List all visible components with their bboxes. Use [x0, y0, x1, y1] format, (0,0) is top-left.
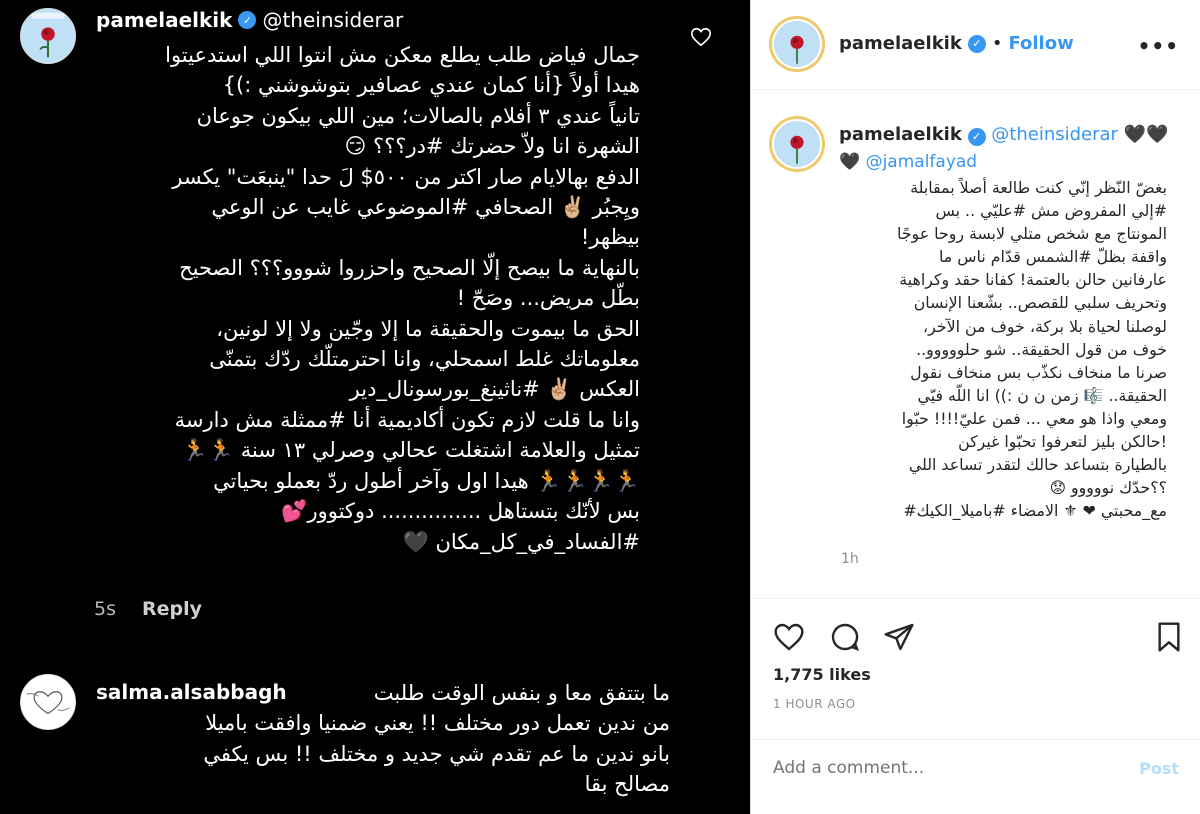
- avatar[interactable]: [20, 8, 76, 64]
- caption-mention[interactable]: @jamalfayad: [865, 152, 978, 172]
- post-actions: [751, 598, 1200, 814]
- like-comment-heart-icon[interactable]: [690, 26, 712, 48]
- caption-time: 1h: [841, 551, 859, 567]
- more-options-icon[interactable]: •••: [1137, 34, 1179, 58]
- comment-header: [96, 8, 403, 32]
- post-username[interactable]: pamelaelkik: [839, 33, 962, 54]
- share-paper-plane-icon[interactable]: [883, 621, 915, 653]
- avatar[interactable]: [769, 116, 825, 172]
- comment-form: [751, 739, 1200, 814]
- caption-hearts: 🖤🖤: [1123, 124, 1169, 145]
- likes-count[interactable]: 1,775 likes: [773, 665, 871, 684]
- rose-avatar-icon: [774, 121, 820, 167]
- caption-username[interactable]: pamelaelkik: [839, 124, 962, 145]
- verified-badge-icon: ✓: [968, 35, 986, 53]
- comment-input[interactable]: [773, 758, 1133, 778]
- verified-badge-icon: ✓: [968, 128, 986, 146]
- follow-button[interactable]: Follow: [1008, 33, 1074, 54]
- comment-time: 5s: [94, 598, 116, 620]
- avatar[interactable]: [20, 674, 76, 730]
- caption-header-line2: [839, 152, 977, 172]
- post-panel: [750, 0, 1200, 814]
- separator-dot: •: [991, 33, 1003, 54]
- reply-button[interactable]: Reply: [142, 598, 203, 620]
- caption-heart: 🖤: [839, 152, 861, 172]
- comment-text: ما بتتفق معا و بنفس الوقت طلبت من ندين تعمل دور مختلف !! يعني ضمنيا وافقت باميلا بانو ندين ما عم تقدم شي جديد و مختلف !! بس يكفي مصالح بقا: [203, 681, 670, 797]
- avatar[interactable]: [769, 16, 825, 72]
- caption-header: [839, 124, 1169, 146]
- verified-badge-icon: ✓: [238, 11, 256, 29]
- post-button[interactable]: Post: [1139, 759, 1179, 778]
- save-bookmark-icon[interactable]: [1153, 621, 1185, 653]
- comment-username[interactable]: pamelaelkik: [96, 8, 233, 32]
- post-author: [839, 33, 1074, 54]
- rose-avatar-icon: [21, 9, 75, 63]
- comment-bubble-icon[interactable]: [829, 621, 861, 653]
- comment-meta: [94, 598, 202, 620]
- comment-text: جمال فياض طلب يطلع معكن مش انتوا اللي استدعيتوا هيدا أولاً {أنا كمان عندي عصافير بتوشوشني :)} تانياً عندي ٣ أفلام بالصالات؛ مين اللي بيكون جوعان الشهرة انا ولاّ حضرتك #در؟؟؟ 😏 الدفع بهالايام صار اكتر من ٥٠٠$ لَ حدا "ينبعَت" يكسر ويِجبُر ✌🏼 الصحافي #الموضوعي غايب عن الوعي بيظهر! بالنهاية ما بيصح إلّا الصحيح واحزروا شووو؟؟؟ الصحيح بطّل مريض... وصَحّ ! الحق ما بيموت والحقيقة ما إلا وجّين ولا إلا لونين، معلوماتك غلط اسمحلي، وانا احترمتلّك ردّك بتمنّى العكس ✌🏼 #ناثينغ_بورسونال_دير وانا ما قلت لازم تكون أكاديمية أنا #ممثلة مش دارسة تمثيل والعلامة اشتغلت عحالي وصرلي ١٣ سنة 🏃🏃 🏃🏃🏃🏃 هيدا اول وآخر أطول ردّ بعملو بحياتي بس لأنّك بتستاهل ............... دوكتوور💕 #الفساد_في_كل_مكان 🖤: [165, 43, 640, 554]
- like-heart-icon[interactable]: [773, 621, 805, 653]
- post-timestamp: 1 HOUR AGO: [773, 697, 856, 711]
- heart-sketch-avatar-icon: [21, 675, 75, 729]
- comment-username[interactable]: salma.alsabbagh: [96, 680, 287, 704]
- post-header: [751, 0, 1200, 90]
- caption-text: بغضّ النّظر إنّي كنت طالعة أصلاً بمقابلة #إلي المفروض مش #عليّي .. بس المونتاج مع شخص متلي لابسة روحا عوجًا واقفة بظلّ #الشمس قدّام ناس ما عارفانين حالن بالعتمة! كفانا حقد وكراهية وتحريف سلبي للقصص.. بشّعنا الإنسان لوصلنا لحياة بلا بركة، خوف من الآخر، خوف من قول الحقيقة.. شو حلووووو.. صرنا ما منخاف نكذّب بس منخاف نقول الحقيقة.. 🎼 زمن ن ن :)) انا اللّه فيّي ومعي واذا هو معي ... فمن عليّ!!!! حبّوا !حالكن بليز لتعرفوا تحبّوا غيركن بالطيارة بتساعد حالك لتقدر تساعد اللي ؟؟حدّك نووووو 😟 مع_محبتي ❤ ⚜ الامضاء #باميلا_الكيك#: [896, 178, 1167, 521]
- rose-avatar-icon: [774, 21, 820, 67]
- comment-mention[interactable]: @theinsiderar: [262, 8, 404, 32]
- caption-mention[interactable]: @theinsiderar: [991, 124, 1118, 145]
